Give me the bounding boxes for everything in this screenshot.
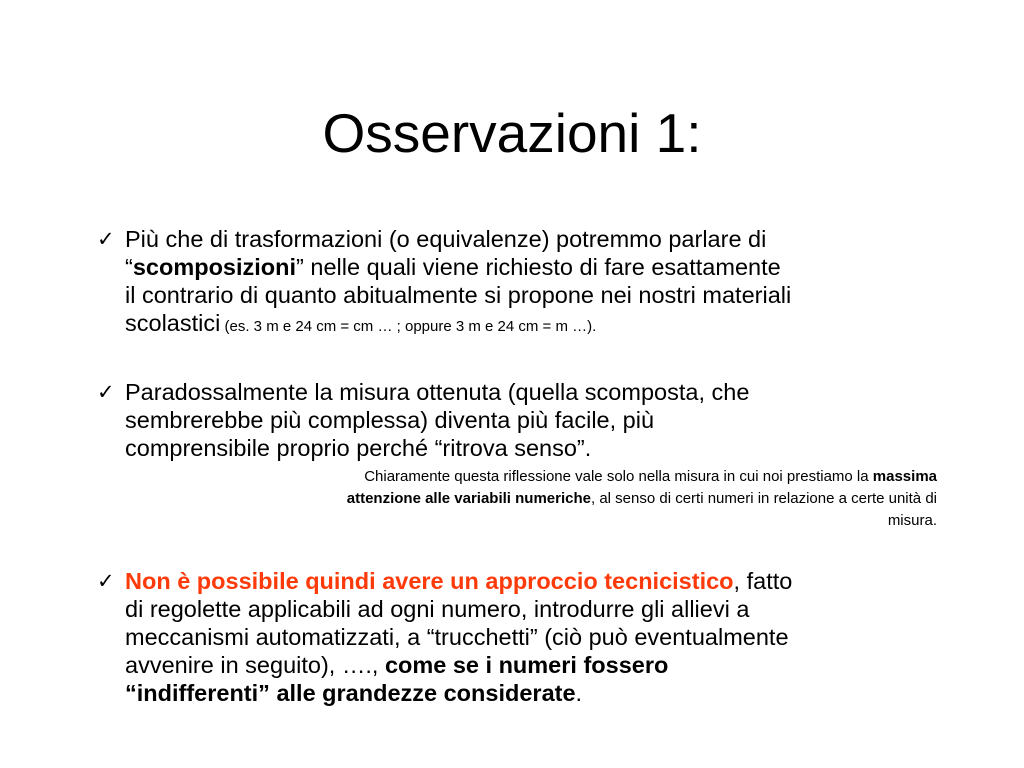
note-bold-2: attenzione alle variabili numeriche [346, 490, 591, 507]
bullet-3-bold-2: “indifferenti” alle grandezze considerate [125, 680, 576, 706]
note-line-2: , al senso di certi numeri in relazione a certe unità di [590, 490, 937, 507]
bullet-1-quote-open: “ [125, 254, 133, 280]
checkmark-icon: ✓ [97, 227, 115, 251]
bullet-3-line-3: meccanismi automatizzati, a “trucchetti” (ciò può eventualmente [125, 624, 789, 650]
bullet-1-bold-word: scomposizioni [132, 254, 297, 280]
bullet-2-line-2: sembrerebbe più complessa) diventa più facile, più [125, 407, 655, 433]
bullet-1-line-1: Più che di trasformazioni (o equivalenze) potremmo parlare di [125, 226, 767, 252]
bullet-3-line-1-rest: , fatto [733, 568, 793, 594]
bullet-1-example: (es. 3 m e 24 cm = cm … ; oppure 3 m e 24 cm = m …). [220, 318, 597, 335]
bullet-3-bold-1: come se i numeri fossero [384, 652, 669, 678]
bullet-text-3 [125, 567, 945, 707]
bullet-1-after-bold: ” nelle quali viene richiesto di fare esattamente [296, 254, 781, 280]
bullet-3-red-emphasis: Non è possibile quindi avere un approccio tecnicistico [125, 568, 734, 594]
bullet-1-line-3: il contrario di quanto abitualmente si propone nei nostri materiali [125, 282, 792, 308]
bullet-text-1 [125, 225, 945, 341]
bullet-1-line-4: scolastici [125, 310, 221, 336]
bullet-3-line-2: di regolette applicabili ad ogni numero, introdurre gli allievi a [125, 596, 750, 622]
checkmark-icon: ✓ [97, 380, 115, 404]
note-paragraph [125, 466, 937, 532]
bullet-text-2 [125, 378, 945, 462]
note-line-3: misura. [887, 512, 937, 529]
checkmark-icon: ✓ [97, 569, 115, 593]
bullet-2-line-3: comprensibile proprio perché “ritrova senso”. [125, 435, 592, 461]
bullet-3-end: . [575, 680, 583, 706]
bullet-3-line-4: avvenire in seguito), …., [125, 652, 385, 678]
slide-title: Osservazioni 1: [322, 102, 702, 164]
note-bold-1: massima [872, 468, 937, 485]
bullet-2-line-1: Paradossalmente la misura ottenuta (quella scomposta, che [125, 379, 750, 405]
note-line-1: Chiaramente questa riflessione vale solo nella misura in cui noi prestiamo la [364, 468, 873, 485]
